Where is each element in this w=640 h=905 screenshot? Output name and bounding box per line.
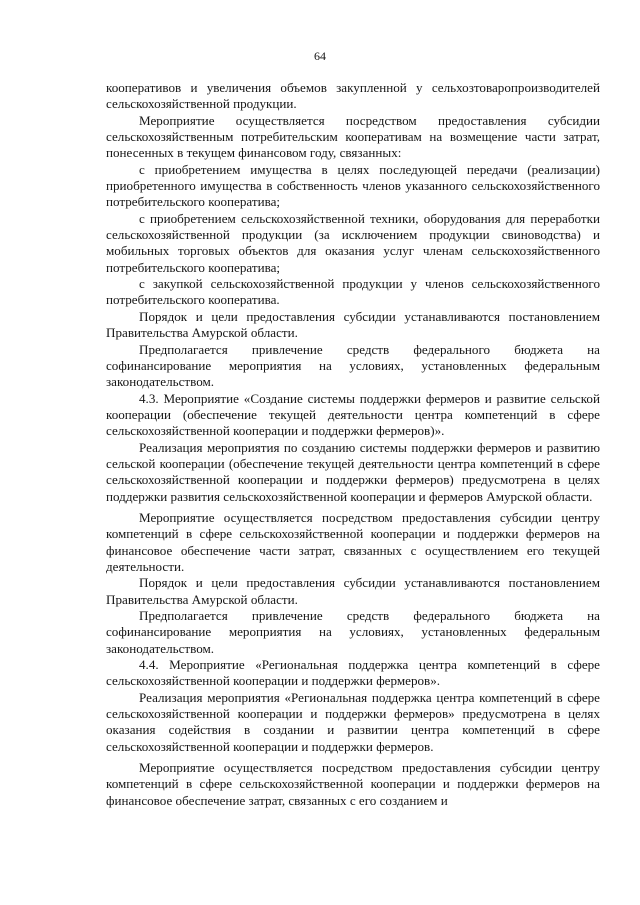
- page-number: 64: [314, 49, 326, 63]
- paragraph: кооперативов и увеличения объемов закупленной у сельхозтоваропроизводителей сельскохозяйственной продукции.: [106, 80, 600, 112]
- paragraph: Мероприятие осуществляется посредством предоставления субсидии сельскохозяйственным потребительским кооперативам на возмещение части затрат, понесенных в текущем финансовом году, связанных:: [106, 112, 600, 161]
- paragraph: Мероприятие осуществляется посредством предоставления субсидии центру компетенций в сфере сельскохозяйственной кооперации и поддержки фермеров на финансовое обеспечение части затрат, связанных с осуществлением его текущей деятельности.: [106, 509, 600, 574]
- document-body: [106, 80, 600, 809]
- section-heading: 4.3. Мероприятие «Создание системы поддержки фермеров и развитие сельской кооперации (обеспечение текущей деятельности центра компетенций в сфере сельскохозяйственной кооперации и поддержки фермеров)».: [106, 390, 600, 439]
- paragraph: с закупкой сельскохозяйственной продукции у членов сельскохозяйственного потребительского кооператива.: [106, 276, 600, 308]
- paragraph: Порядок и цели предоставления субсидии устанавливаются постановлением Правительства Амурской области.: [106, 308, 600, 341]
- paragraph: Реализация мероприятия «Региональная поддержка центра компетенций в сфере сельскохозяйственной кооперации и поддержки фермеров» предусмотрена в целях оказания содействия в создании и развитии центра компетенций в сфере сельскохозяйственной кооперации и поддержки фермеров.: [106, 689, 600, 754]
- paragraph: Порядок и цели предоставления субсидии устанавливаются постановлением Правительства Амурской области.: [106, 575, 600, 607]
- paragraph: с приобретением сельскохозяйственной техники, оборудования для переработки сельскохозяйственной продукции (за исключением продукции свиноводства) и мобильных торговых объектов для оказания услуг членам сельскохозяйственного потребительского кооператива;: [106, 210, 600, 275]
- paragraph: Предполагается привлечение средств федерального бюджета на софинансирование мероприятия на условиях, установленных федеральным законодательством.: [106, 341, 600, 390]
- section-heading: 4.4. Мероприятие «Региональная поддержка центра компетенций в сфере сельскохозяйственной кооперации и поддержки фермеров».: [106, 657, 600, 689]
- paragraph: Реализация мероприятия по созданию системы поддержки фермеров и развитию сельской кооперации (обеспечение текущей деятельности центра компетенций в сфере сельскохозяйственной кооперации и поддержки фермеров) предусмотрена в целях поддержки развития сельскохозяйственной кооперации и фермеров Амурской области.: [106, 439, 600, 504]
- paragraph: с приобретением имущества в целях последующей передачи (реализации) приобретенного имущества в собственность членов указанного сельскохозяйственного потребительского кооператива;: [106, 161, 600, 210]
- paragraph: Мероприятие осуществляется посредством предоставления субсидии центру компетенций в сфере сельскохозяйственной кооперации и поддержки фермеров на финансовое обеспечение затрат, связанных с его созданием и: [106, 760, 600, 808]
- paragraph: Предполагается привлечение средств федерального бюджета на софинансирование мероприятия на условиях, установленных федеральным законодательством.: [106, 608, 600, 656]
